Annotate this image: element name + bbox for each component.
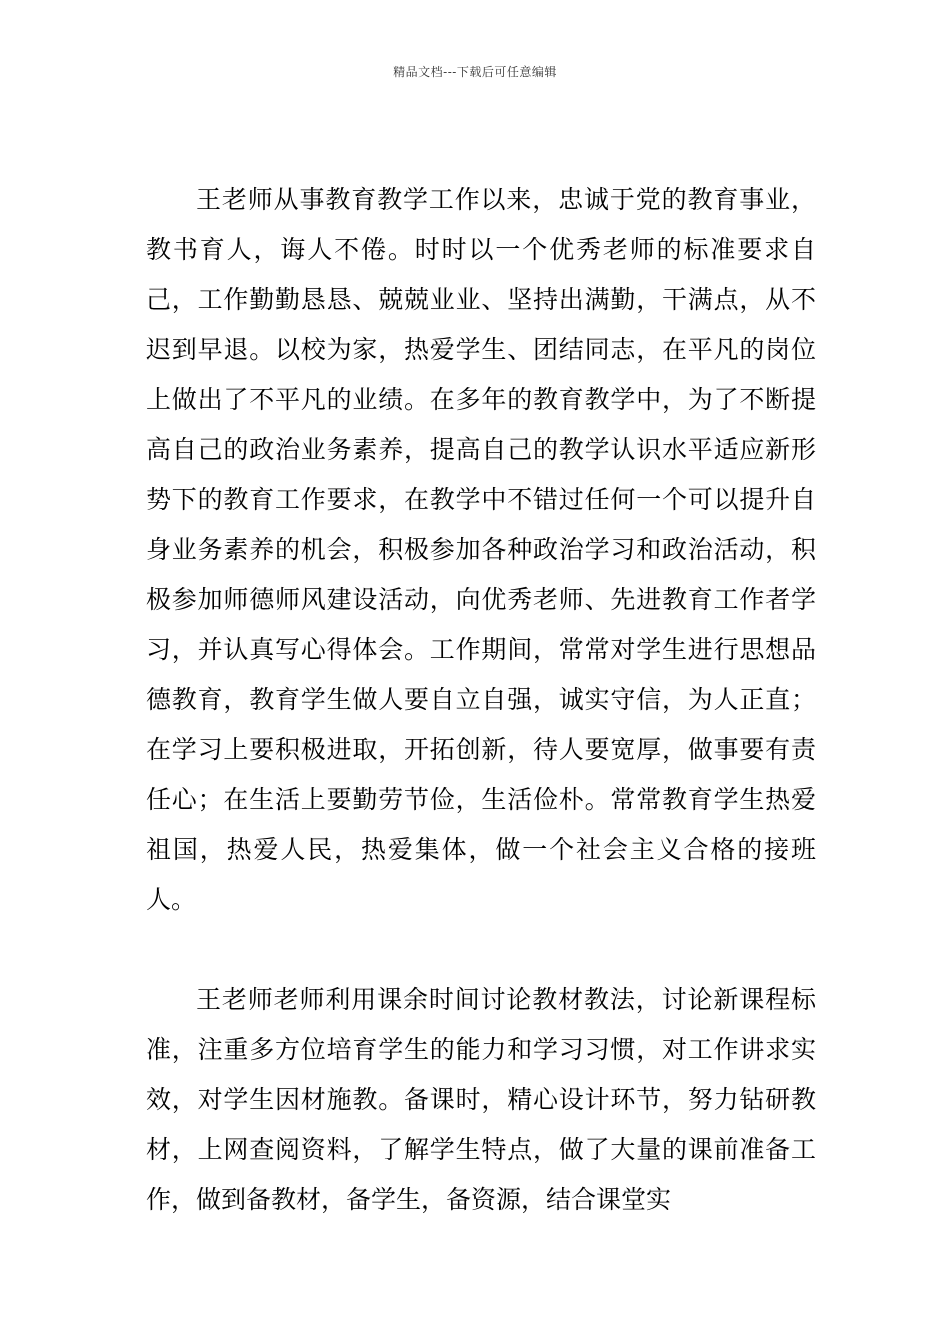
- page-header: 精品文档---下载后可任意编辑: [393, 65, 557, 79]
- document-body: [146, 175, 816, 1225]
- paragraph-2: 王老师老师利用课余时间讨论教材教法，讨论新课程标准，注重多方位培育学生的能力和学习习惯，对工作讲求实效，对学生因材施教。备课时，精心设计环节，努力钻研教材，上网查阅资料，了解学生特点，做了大量的课前准备工作，做到备教材，备学生，备资源，结合课堂实: [146, 985, 816, 1214]
- paragraph-1: 王老师从事教育教学工作以来，忠诚于党的教育事业，教书育人，诲人不倦。时时以一个优秀老师的标准要求自己，工作勤勤恳恳、兢兢业业、坚持出满勤，干满点，从不迟到早退。以校为家，热爱学生、团结同志，在平凡的岗位上做出了不平凡的业绩。在多年的教育教学中，为了不断提高自己的政治业务素养，提高自己的教学认识水平适应新形势下的教育工作要求，在教学中不错过任何一个可以提升自身业务素养的机会，积极参加各种政治学习和政治活动，积极参加师德师风建设活动，向优秀老师、先进教育工作者学习，并认真写心得体会。工作期间，常常对学生进行思想品德教育，教育学生做人要自立自强，诚实守信，为人正直；在学习上要积极进取，开拓创新，待人要宽厚，做事要有责任心；在生活上要勤劳节俭，生活俭朴。常常教育学生热爱祖国，热爱人民，热爱集体，做一个社会主义合格的接班人。: [146, 185, 816, 914]
